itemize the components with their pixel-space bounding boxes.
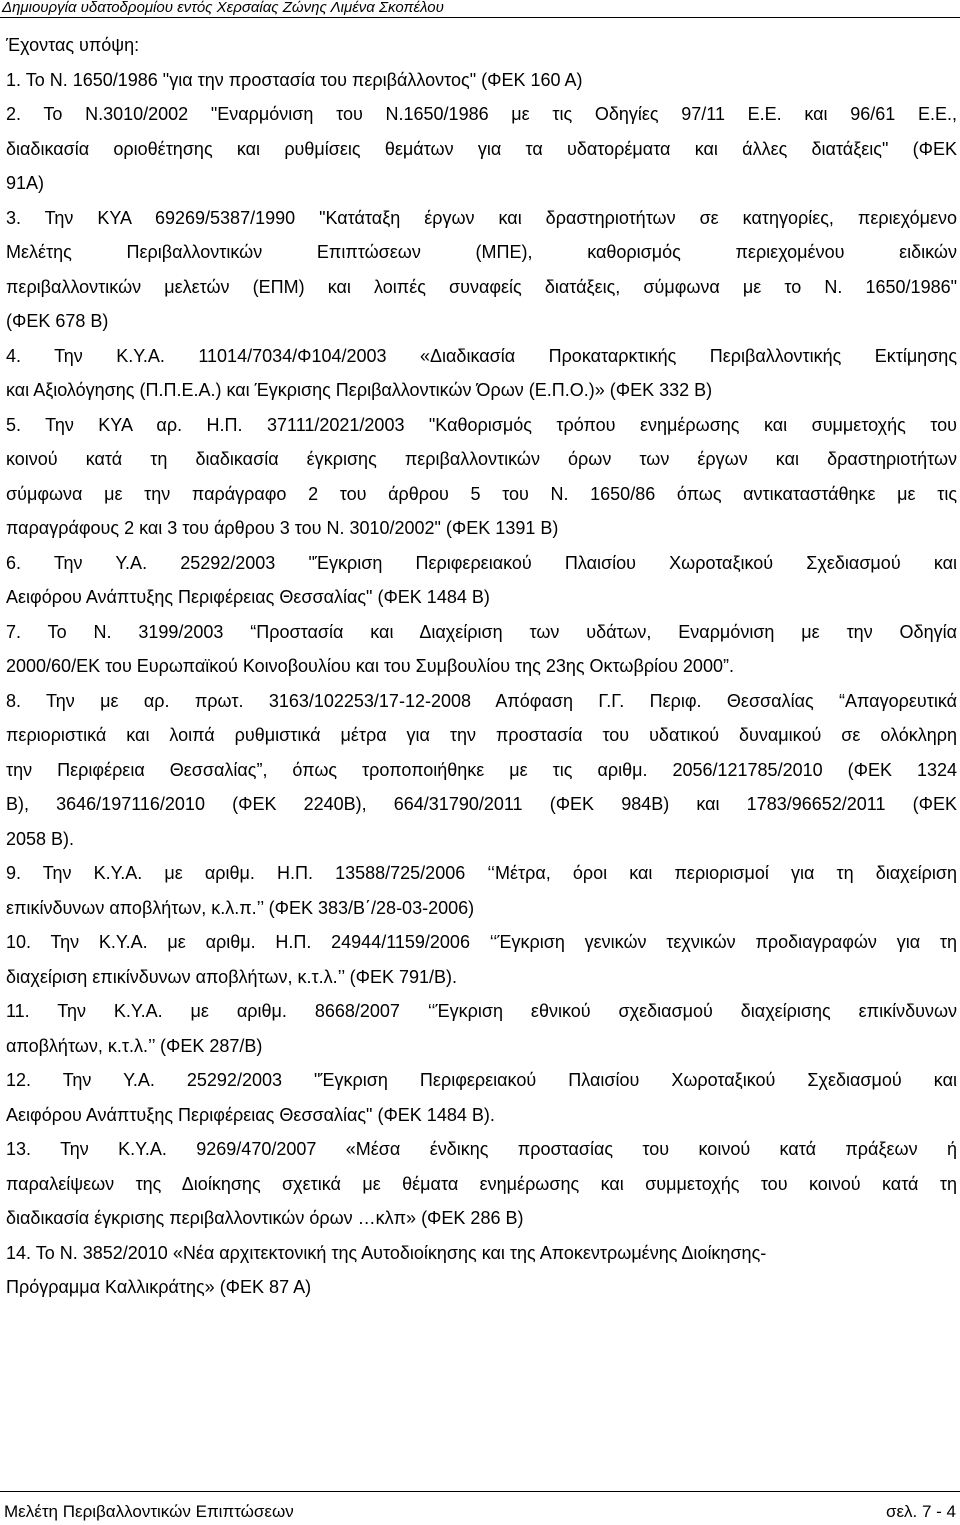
item-11-line-2: αποβλήτων, κ.τ.λ.’’ (ΦΕΚ 287/Β) <box>6 1035 263 1056</box>
footer-document-title: Μελέτη Περιβαλλοντικών Επιπτώσεων <box>4 1502 294 1521</box>
item-12-line-2: Αειφόρου Ανάπτυξης Περιφέρειας Θεσσαλίας" (ΦΕΚ 1484 Β). <box>6 1104 495 1125</box>
item-5-line-1: 5. Την ΚΥΑ αρ. Η.Π. 37111/2021/2003 "Καθορισμός τρόπου ενημέρωσης και συμμετοχής του <box>6 414 957 435</box>
item-3-line-2: Μελέτης Περιβαλλοντικών Επιπτώσεων (ΜΠΕ), καθορισμός περιεχομένου ειδικών <box>6 242 957 262</box>
item-13-line-1: 13. Την Κ.Υ.Α. 9269/470/2007 «Μέσα ένδικης προστασίας του κοινού κατά πράξεων ή <box>6 1139 957 1159</box>
item-13-line-3: διαδικασία έγκρισης περιβαλλοντικών όρων …κλπ» (ΦΕΚ 286 Β) <box>6 1208 524 1228</box>
item-9-line-1: 9. Την Κ.Υ.Α. με αριθμ. Η.Π. 13588/725/2006 ‘‘Μέτρα, όροι και περιορισμοί για τη διαχείριση <box>6 863 957 883</box>
item-13-line-2: παραλείψεων της Διοίκησης σχετικά με θέματα ενημέρωσης και συμμετοχής του κοινού κατά τη <box>6 1173 957 1194</box>
item-9-line-2: επικίνδυνων αποβλήτων, κ.λ.π.’’ (ΦΕΚ 383/Β΄/28-03-2006) <box>6 897 475 918</box>
item-5-line-3: σύμφωνα με την παράγραφο 2 του άρθρου 5 του Ν. 1650/86 όπως αντικαταστάθηκε με τις <box>6 483 957 504</box>
footer-page-number: σελ. 7 - 4 <box>885 1502 956 1521</box>
item-3-line-3: περιβαλλοντικών μελετών (ΕΠΜ) και λοιπές συναφείς διατάξεις, σύμφωνα με το Ν. 1650/1986" <box>6 276 957 297</box>
item-14-line-2: Πρόγραμμα Καλλικράτης» (ΦΕΚ 87 Α) <box>6 1277 312 1297</box>
item-6-line-2: Αειφόρου Ανάπτυξης Περιφέρειας Θεσσαλίας" (ΦΕΚ 1484 Β) <box>6 587 490 607</box>
item-5-line-2: κοινού κατά τη διαδικασία έγκρισης περιβαλλοντικών όρων των έργων και δραστηριοτήτων <box>6 449 957 469</box>
item-4-line-2: και Αξιολόγησης (Π.Π.Ε.Α.) και Έγκρισης Περιβαλλοντικών Όρων (Ε.Π.Ο.)» (ΦΕΚ 332 Β) <box>6 380 713 400</box>
item-3-line-1: 3. Την ΚΥΑ 69269/5387/1990 "Κατάταξη έργων και δραστηριοτήτων σε κατηγορίες, περιεχόμενο <box>6 207 957 228</box>
item-11-line-1: 11. Την Κ.Υ.Α. με αριθμ. 8668/2007 ‘‘Έγκριση εθνικού σχεδιασμού διαχείρισης επικίνδυνων <box>6 1001 957 1021</box>
item-8-line-5: 2058 Β). <box>6 828 75 849</box>
document-body <box>6 28 957 1305</box>
page-header-title: Δημιουργία υδατοδρομίου εντός Χερσαίας Ζώνης Λιμένα Σκοπέλου <box>0 0 960 18</box>
item-1-line: 1. Το Ν. 1650/1986 "για την προστασία του περιβάλλοντος" (ΦΕΚ 160 Α) <box>6 69 583 90</box>
item-12-line-1: 12. Την Υ.Α. 25292/2003 "Έγκριση Περιφερειακού Πλαισίου Χωροταξικού Σχεδιασμού και <box>6 1070 957 1090</box>
item-8-line-4: Β), 3646/197116/2010 (ΦΕΚ 2240Β), 664/31790/2011 (ΦΕΚ 984Β) και 1783/96652/2011 (ΦΕΚ <box>6 794 957 814</box>
item-2-line-1: 2. Το Ν.3010/2002 "Εναρμόνιση του Ν.1650/1986 με τις Οδηγίες 97/11 Ε.Ε. και 96/61 Ε.Ε., <box>6 104 957 124</box>
item-14-line-1: 14. Το Ν. 3852/2010 «Νέα αρχιτεκτονική της Αυτοδιοίκησης και της Αποκεντρωμένης Διοίκησης- <box>6 1242 767 1263</box>
intro-line: Έχοντας υπόψη: <box>6 35 140 55</box>
item-4-line-1: 4. Την Κ.Υ.Α. 11014/7034/Φ104/2003 «Διαδικασία Προκαταρκτικής Περιβαλλοντικής Εκτίμησης <box>6 345 957 366</box>
item-5-line-4: παραγράφους 2 και 3 του άρθρου 3 του Ν. 3010/2002" (ΦΕΚ 1391 Β) <box>6 518 559 538</box>
footer-divider <box>0 1491 960 1492</box>
item-8-line-3: την Περιφέρεια Θεσσαλίας”, όπως τροποποιήθηκε με τις αριθμ. 2056/121785/2010 (ΦΕΚ 1324 <box>6 759 957 780</box>
item-2-line-3: 91Α) <box>6 173 45 193</box>
item-10-line-2: διαχείριση επικίνδυνων αποβλήτων, κ.τ.λ.’’ (ΦΕΚ 791/Β). <box>6 966 457 987</box>
item-10-line-1: 10. Την Κ.Υ.Α. με αριθμ. Η.Π. 24944/1159/2006 ‘‘Έγκριση γενικών τεχνικών προδιαγραφών για τη <box>6 932 957 952</box>
item-7-line-1: 7. Το Ν. 3199/2003 “Προστασία και Διαχείριση των υδάτων, Εναρμόνιση με την Οδηγία <box>6 621 957 642</box>
item-7-line-2: 2000/60/ΕΚ του Ευρωπαϊκού Κοινοβουλίου και του Συμβουλίου της 23ης Οκτωβρίου 2000”. <box>6 656 734 676</box>
item-3-line-4: (ΦΕΚ 678 Β) <box>6 311 109 331</box>
item-2-line-2: διαδικασία οριοθέτησης και ρυθμίσεις θεμάτων για τα υδατορέματα και άλλες διατάξεις" (ΦΕΚ <box>6 138 957 159</box>
item-8-line-2: περιοριστικά και λοιπά ρυθμιστικά μέτρα για την προστασία του υδατικού δυναμικού σε ολόκληρη <box>6 725 957 745</box>
item-6-line-1: 6. Την Υ.Α. 25292/2003 "Έγκριση Περιφερειακού Πλαισίου Χωροταξικού Σχεδιασμού και <box>6 552 957 573</box>
item-8-line-1: 8. Την με αρ. πρωτ. 3163/102253/17-12-2008 Απόφαση Γ.Γ. Περιφ. Θεσσαλίας “Απαγορευτικά <box>6 690 957 711</box>
